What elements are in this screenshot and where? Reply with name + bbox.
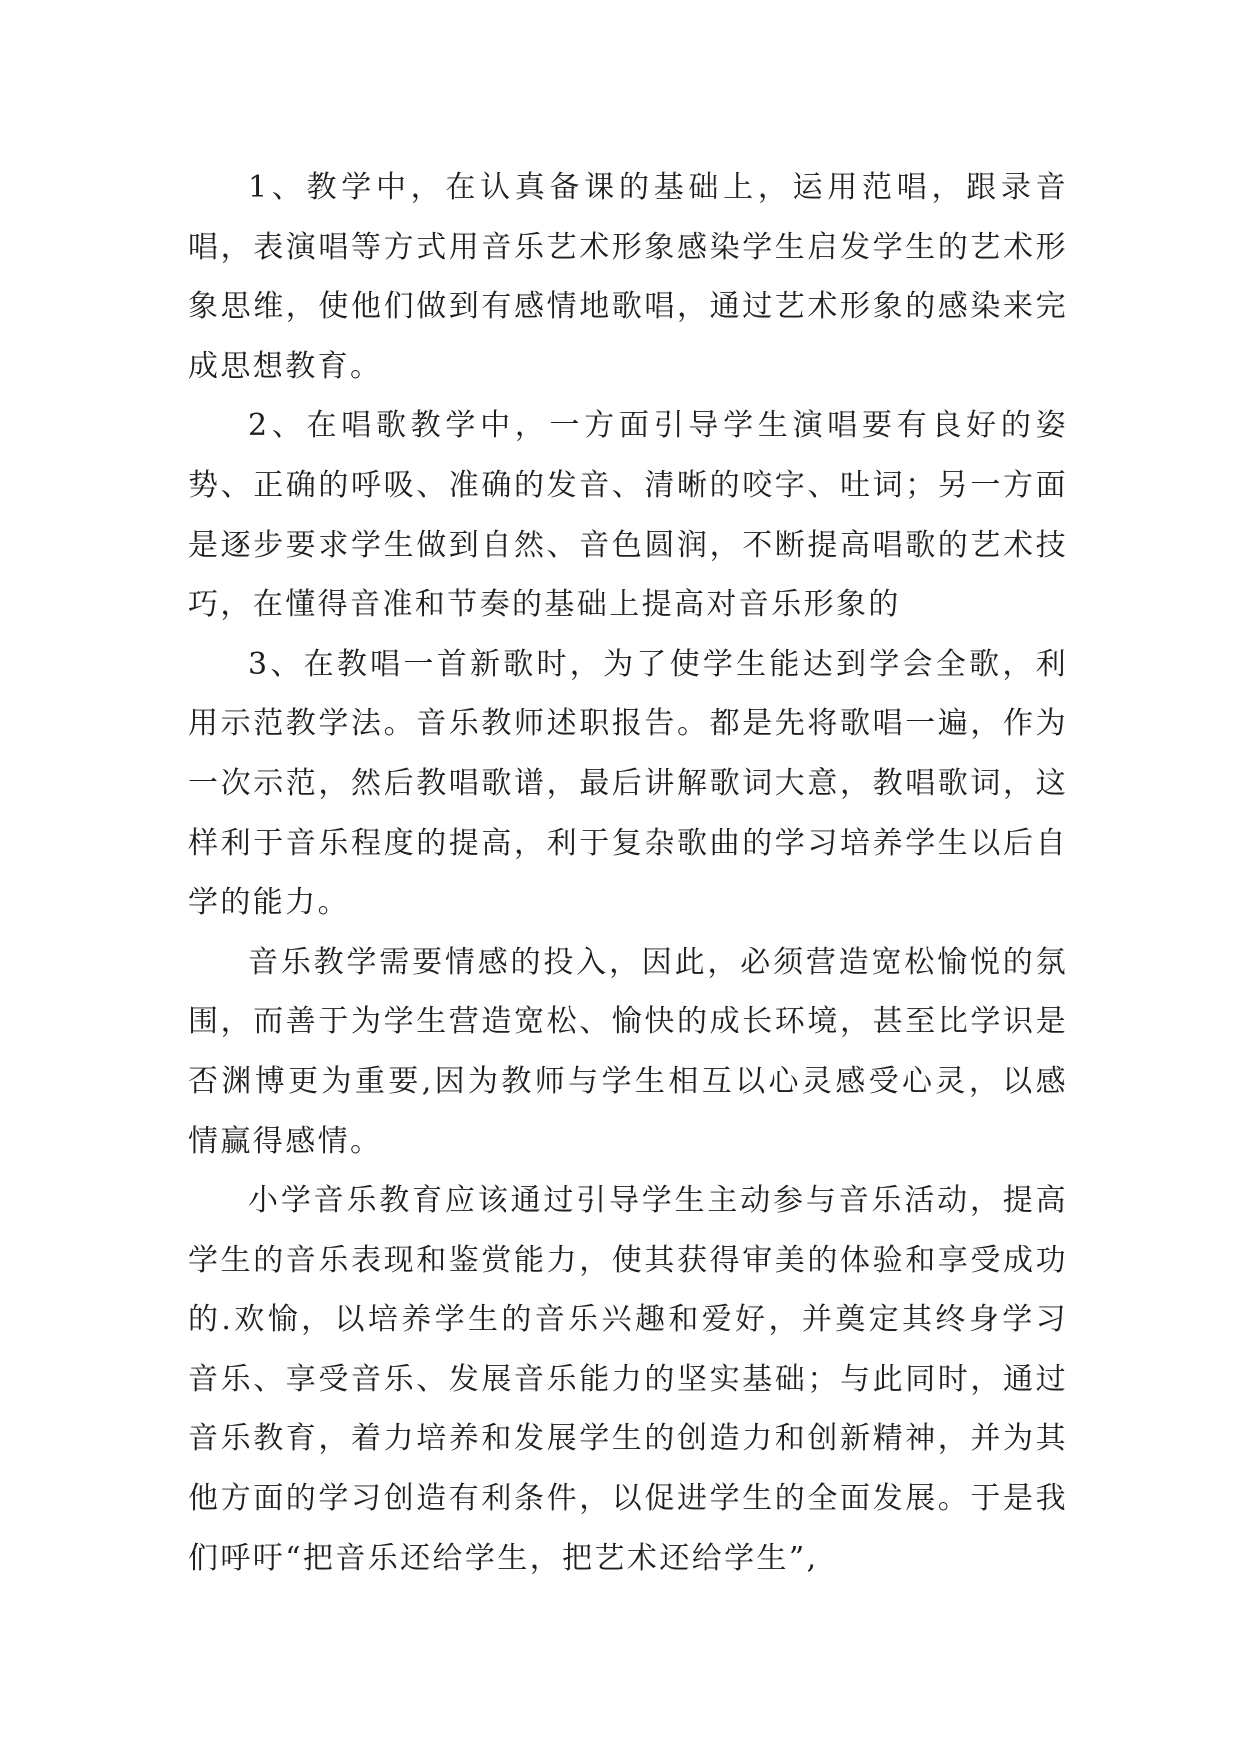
document-body <box>188 158 1068 1588</box>
paragraph-5: 小学音乐教育应该通过引导学生主动参与音乐活动，提高学生的音乐表现和鉴赏能力，使其获得审美的体验和享受成功的.欢愉，以培养学生的音乐兴趣和爱好，并奠定其终身学习音乐、享受音乐、发展音乐能力的坚实基础；与此同时，通过音乐教育，着力培养和发展学生的创造力和创新精神，并为其他方面的学习创造有利条件，以促进学生的全面发展。于是我们呼吁“把音乐还给学生，把艺术还给学生”, <box>188 1183 1068 1576</box>
paragraph-4: 音乐教学需要情感的投入，因此，必须营造宽松愉悦的氛围，而善于为学生营造宽松、愉快的成长环境，甚至比学识是否渊博更为重要,因为教师与学生相互以心灵感受心灵，以感情赢得感情。 <box>188 944 1068 1159</box>
paragraph-3: 3、在教唱一首新歌时，为了使学生能达到学会全歌，利用示范教学法。音乐教师述职报告。都是先将歌唱一遍，作为一次示范，然后教唱歌谱，最后讲解歌词大意，教唱歌词，这样利于音乐程度的提高，利于复杂歌曲的学习培养学生以后自学的能力。 <box>188 646 1068 921</box>
paragraph-2: 2、在唱歌教学中，一方面引导学生演唱要有良好的姿势、正确的呼吸、准确的发音、清晰的咬字、吐词；另一方面是逐步要求学生做到自然、音色圆润，不断提高唱歌的艺术技巧，在懂得音准和节奏的基础上提高对音乐形象的 <box>188 408 1068 623</box>
paragraph-1: 1、教学中，在认真备课的基础上，运用范唱，跟录音唱，表演唱等方式用音乐艺术形象感染学生启发学生的艺术形象思维，使他们做到有感情地歌唱，通过艺术形象的感染来完成思想教育。 <box>188 170 1068 384</box>
